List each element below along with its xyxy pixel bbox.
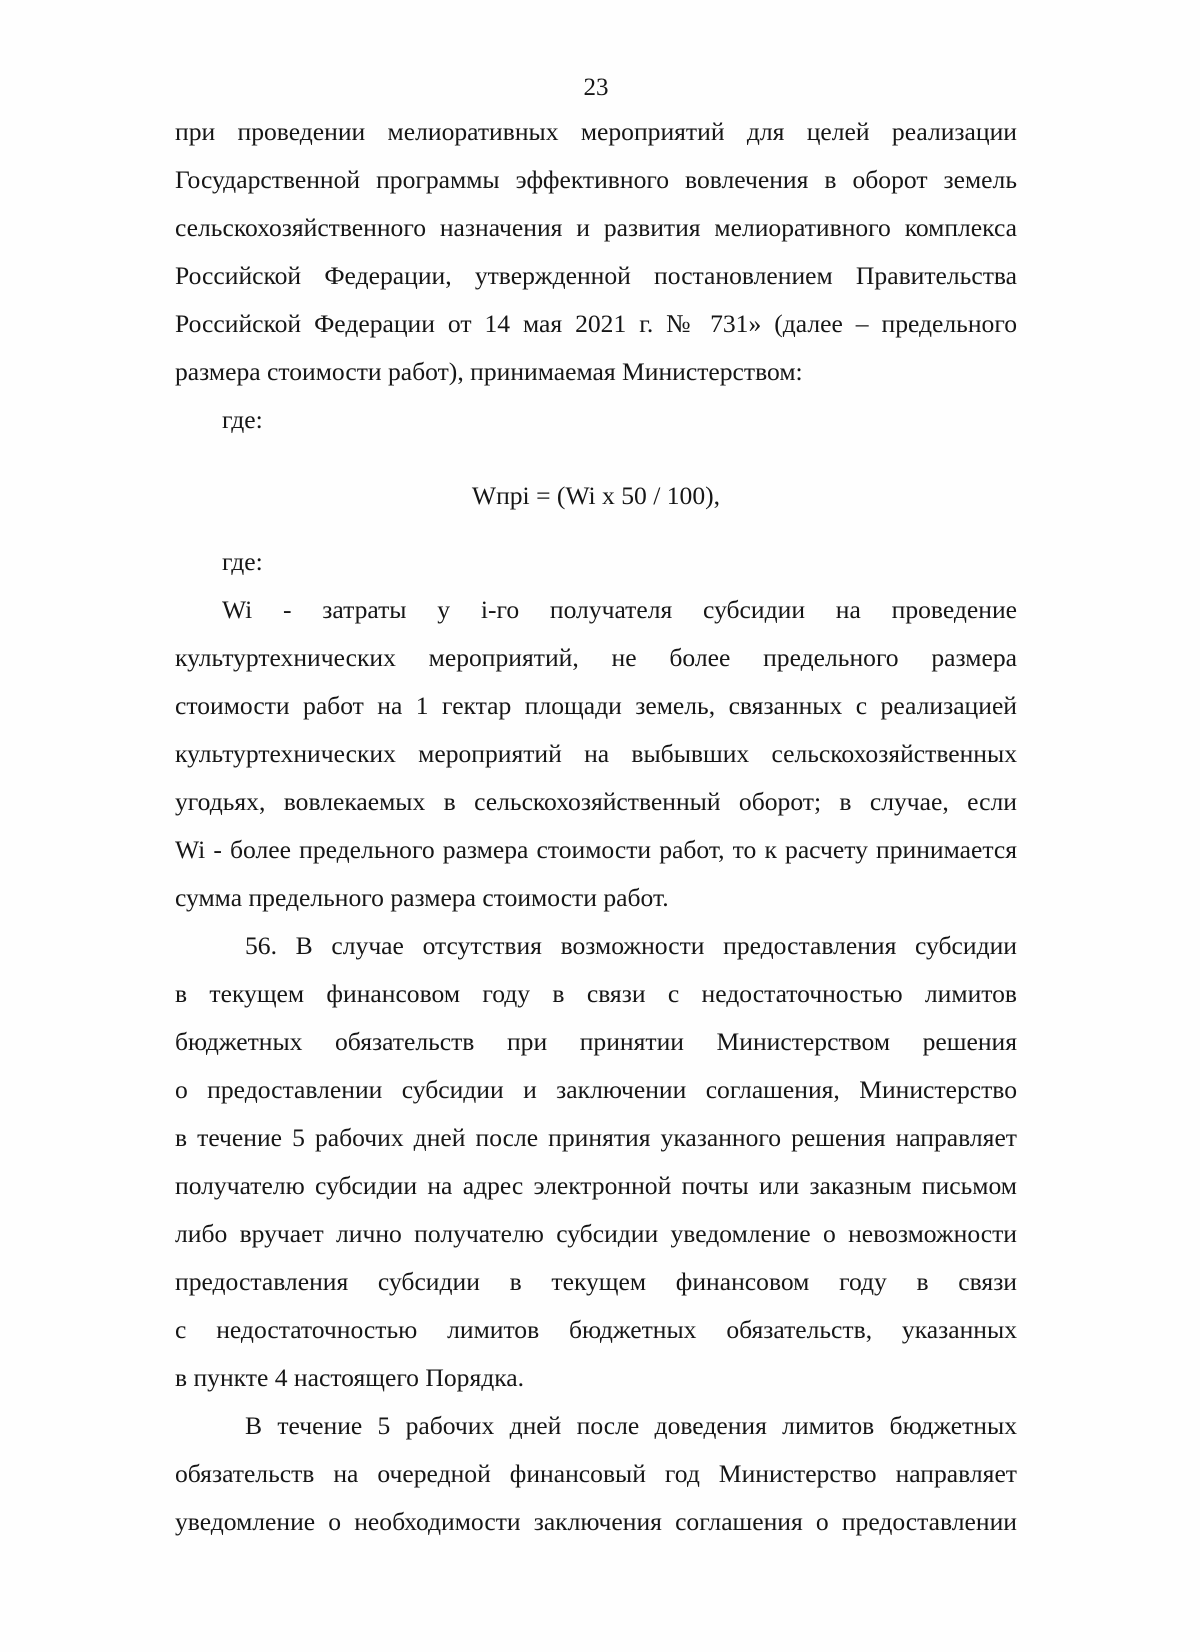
text-line: стоимости работ на 1 гектар площади земель, связанных с реализацией xyxy=(175,691,1017,720)
text-line: получателю субсидии на адрес электронной почты или заказным письмом xyxy=(175,1171,1017,1200)
text-line: В течение 5 рабочих дней после доведения лимитов бюджетных xyxy=(245,1411,1017,1440)
text-line: о предоставлении субсидии и заключении соглашения, Министерство xyxy=(175,1075,1017,1104)
where-label: где: xyxy=(222,405,263,434)
where-label: где: xyxy=(222,547,263,576)
text-line: культуртехнических мероприятий на выбывших сельскохозяйственных xyxy=(175,739,1017,768)
text-line: с недостаточностью лимитов бюджетных обязательств, указанных xyxy=(175,1315,1017,1344)
text-line: культуртехнических мероприятий, не более предельного размера xyxy=(175,643,1017,672)
text-line: Российской Федерации, утвержденной постановлением Правительства xyxy=(175,261,1017,290)
text-line: либо вручает лично получателю субсидии уведомление о невозможности xyxy=(175,1219,1017,1248)
text-line: в течение 5 рабочих дней после принятия указанного решения направляет xyxy=(175,1123,1017,1152)
paragraph-wi-definition xyxy=(175,586,1017,922)
text-line: в пункте 4 настоящего Порядка. xyxy=(175,1363,525,1392)
text-line: обязательств на очередной финансовый год Министерство направляет xyxy=(175,1459,1017,1488)
paragraph-continuation xyxy=(175,108,1017,396)
text-line: бюджетных обязательств при принятии Министерством решения xyxy=(175,1027,1017,1056)
text-line: сумма предельного размера стоимости работ. xyxy=(175,883,669,912)
text-line: Wi - затраты у i-го получателя субсидии на проведение xyxy=(222,595,1017,624)
paragraph-clause-56 xyxy=(175,922,1017,1402)
text-line: Государственной программы эффективного вовлечения в оборот земель xyxy=(175,165,1017,194)
text-line: в текущем финансовом году в связи с недостаточностью лимитов xyxy=(175,979,1017,1008)
text-line: предоставления субсидии в текущем финансовом году в связи xyxy=(175,1267,1017,1296)
text-line: Российской Федерации от 14 мая 2021 г. № 731» (далее – предельного xyxy=(175,309,1017,338)
text-line: угодьях, вовлекаемых в сельскохозяйственный оборот; в случае, если xyxy=(175,787,1017,816)
text-line: размера стоимости работ), принимаемая Министерством: xyxy=(175,357,803,386)
page-number: 23 xyxy=(583,74,609,101)
formula: Wпрi = (Wi x 50 / 100), xyxy=(471,481,721,510)
text-line: сельскохозяйственного назначения и развития мелиоративного комплекса xyxy=(175,213,1017,242)
text-line: уведомление о необходимости заключения соглашения о предоставлении xyxy=(175,1507,1017,1536)
paragraph-clause-56-notice xyxy=(175,1402,1017,1546)
text-line: 56. В случае отсутствия возможности предоставления субсидии xyxy=(245,931,1017,960)
text-line: Wi - более предельного размера стоимости работ, то к расчету принимается xyxy=(175,835,1017,864)
document-body xyxy=(175,108,1017,1546)
text-line: при проведении мелиоративных мероприятий для целей реализации xyxy=(175,117,1017,146)
